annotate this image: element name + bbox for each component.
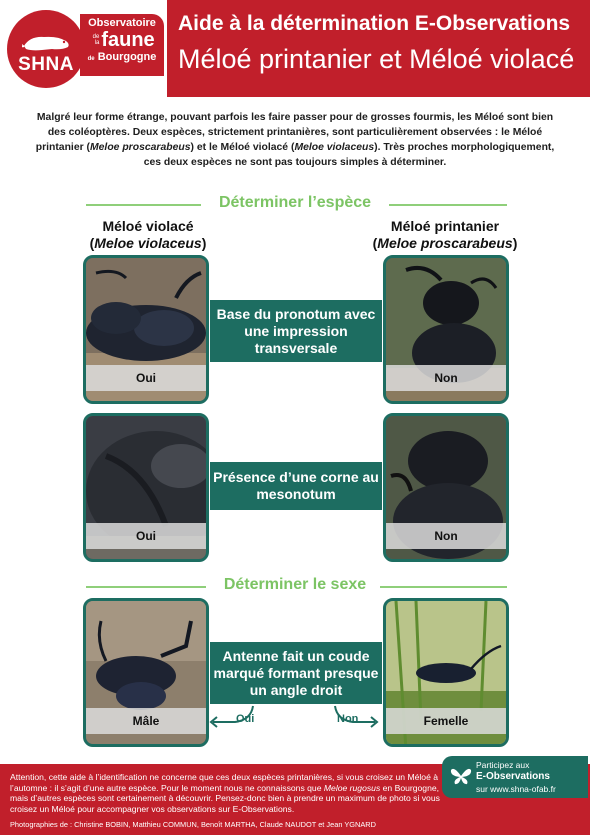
- left-species-name: Méloé violacé: [102, 218, 194, 234]
- page-title: Aide à la détermination E-Observations: [178, 12, 571, 35]
- mammal-logo-icon: [22, 32, 72, 54]
- page-subtitle: Méloé printanier et Méloé violacé: [178, 44, 575, 74]
- eobs-link[interactable]: sur www.shna-ofab.fr: [476, 784, 556, 794]
- right-species-latin: Meloe proscarabeus: [377, 235, 513, 251]
- logo-line1: Observatoire: [88, 17, 156, 29]
- answer-label: Non: [386, 523, 506, 549]
- left-species-latin: Meloe violaceus: [94, 235, 202, 251]
- photo-proscarabeus-pronotum: [383, 255, 509, 404]
- footer-warning: Attention, cette aide à l’identification ne concerne que ces deux espèces printanières, si vous croisez un Méloé à l’automne : il s’agit d’une autre espèce. Pour le moment nous ne connaissons que Meloe rugosus en Bourgogne, mais d’autres espèces sont certainement à découvrir. Pensez-donc bien à prendre un maximum de photo si vous croisez un Méloé pour accompagner vos observations sur E-Observations.: [10, 772, 440, 814]
- photo-female: [383, 598, 509, 747]
- shna-logo: [0, 0, 167, 97]
- photo-violaceus-pronotum: [83, 255, 209, 404]
- eobs-line2: E-Observations: [476, 771, 550, 782]
- logo-line3: Bourgogne: [97, 51, 157, 63]
- eobservations-callout[interactable]: [442, 756, 588, 798]
- latin-violaceus: Meloe violaceus: [294, 142, 375, 153]
- criterion-antenna: Antenne fait un coude marqué formant presque un angle droit: [210, 642, 382, 704]
- photo-credits: Photographies de : Christine BOBIN, Matthieu COMMUN, Benoît MARTHA, Claude NAUDOT et Jean YGNARD: [10, 820, 376, 829]
- photo-violaceus-mesonotum: [83, 413, 209, 562]
- logo-small-de2: de: [87, 56, 95, 62]
- criterion-pronotum: Base du pronotum avec une impression transversale: [210, 300, 382, 362]
- logo-big: faune: [101, 29, 155, 51]
- latin-proscarabeus: Meloe proscarabeus: [90, 142, 191, 153]
- answer-label: Oui: [86, 523, 206, 549]
- photo-male: [83, 598, 209, 747]
- arrow-label-no: Non: [337, 713, 359, 725]
- criterion-mesonotum: Présence d’une corne au mesonotum: [210, 462, 382, 510]
- eobs-line1: Participez aux: [476, 760, 530, 770]
- answer-label: Mâle: [86, 708, 206, 734]
- logo-acronym: SHNA: [18, 54, 74, 75]
- section-heading-sex: Déterminer le sexe: [0, 576, 590, 594]
- photo-proscarabeus-mesonotum: [383, 413, 509, 562]
- logo-circle: [7, 10, 85, 88]
- page-header: [0, 0, 590, 97]
- latin-rugosus: Meloe rugosus: [323, 782, 381, 793]
- butterfly-icon: [450, 766, 472, 786]
- answer-label: Non: [386, 365, 506, 391]
- logo-small-de: de la: [92, 34, 100, 46]
- arrow-label-yes: Oui: [236, 713, 255, 725]
- answer-label: Oui: [86, 365, 206, 391]
- left-species-label: Méloé violacé (Meloe violaceus): [58, 218, 238, 252]
- intro-paragraph: Malgré leur forme étrange, pouvant parfois les faire passer pour de grosses fourmis, les Méloé sont bien des coléoptères. Deux espèces, strictement printanières, sont particulièrement observées : le Méloé printanier (Meloe proscarabeus) et le Méloé violacé (Meloe violaceus). Très proches morphologiquement, ces deux espèces ne sont pas toujours simples à déterminer.: [35, 112, 555, 168]
- right-species-name: Méloé printanier: [390, 218, 500, 234]
- right-species-label: Méloé printanier (Meloe proscarabeus): [355, 218, 535, 252]
- answer-label: Femelle: [386, 708, 506, 734]
- logo-wordmark: [80, 14, 164, 76]
- section-heading-species: Déterminer l’espèce: [0, 194, 590, 212]
